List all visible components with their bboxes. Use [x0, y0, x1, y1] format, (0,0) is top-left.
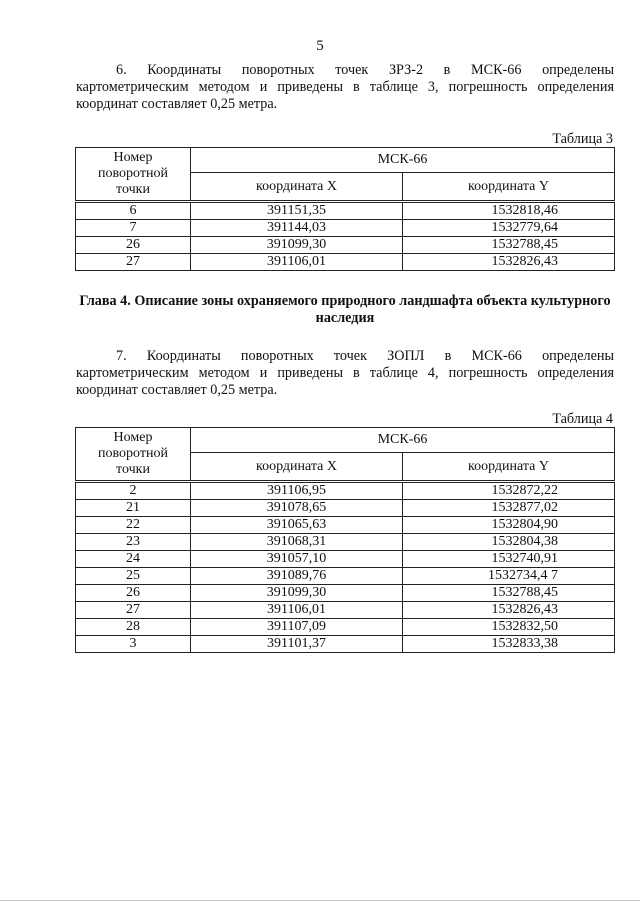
table-4-caption: Таблица 4: [552, 411, 613, 427]
table-4-cell-coord-y: 1532877,02: [403, 500, 615, 517]
table-4-cell-coord-x: 391099,30: [191, 585, 403, 602]
table-3-cell-coord-y: 1532788,45: [403, 237, 615, 254]
table-4-cell-coord-x: 391106,01: [191, 602, 403, 619]
table-4-cell-point-number: 2: [76, 482, 191, 500]
table-4-cell-coord-y: 1532872,22: [403, 482, 615, 500]
table-4-cell-coord-x: 391089,76: [191, 568, 403, 585]
table-3-cell-point-number: 27: [76, 254, 191, 271]
table-4-row: [76, 551, 615, 568]
table-4-cell-point-number: 21: [76, 500, 191, 517]
table-4-row: [76, 482, 615, 500]
table-4-cell-coord-y: 1532740,91: [403, 551, 615, 568]
table-4-cell-coord-y: 1532826,43: [403, 602, 615, 619]
table-4-cell-point-number: 22: [76, 517, 191, 534]
table-4-cell-point-number: 28: [76, 619, 191, 636]
table-3-cell-coord-x: 391151,35: [191, 202, 403, 220]
table-4-row: [76, 517, 615, 534]
paragraph-7: [76, 348, 614, 399]
table-3-header-x: координата X: [191, 173, 403, 202]
table-3-row: [76, 202, 615, 220]
paragraph-6-first-line: 6. Координаты поворотных точек ЗРЗ-2 в МСК-66 определены: [116, 62, 614, 78]
table-4-cell-coord-x: 391057,10: [191, 551, 403, 568]
table-4-cell-coord-y: 1532832,50: [403, 619, 615, 636]
table-4-cell-coord-x: 391078,65: [191, 500, 403, 517]
table-4-cell-point-number: 26: [76, 585, 191, 602]
table-4-cell-point-number: 3: [76, 636, 191, 653]
table-4-row: [76, 602, 615, 619]
table-4-cell-coord-y: 1532833,38: [403, 636, 615, 653]
paragraph-6: [76, 62, 614, 113]
table-3-cell-coord-y: 1532779,64: [403, 220, 615, 237]
table-4-row: [76, 619, 615, 636]
table-3-body: [76, 202, 615, 271]
table-4-row: [76, 585, 615, 602]
table-3-row: [76, 254, 615, 271]
chapter-4-heading: Глава 4. Описание зоны охраняемого природного ландшафта объекта культурного наследия: [79, 293, 611, 326]
table-4-cell-point-number: 27: [76, 602, 191, 619]
table-4-body: [76, 482, 615, 653]
table-3-header-y: координата Y: [403, 173, 615, 202]
paragraph-7-rest: картометрическим методом и приведены в таблице 4, погрешность определения координат составляет 0,25 метра.: [76, 365, 614, 398]
table-3-cell-coord-x: 391106,01: [191, 254, 403, 271]
paragraph-7-first-line: 7. Координаты поворотных точек ЗОПЛ в МСК-66 определены: [116, 348, 614, 364]
table-3-cell-coord-x: 391144,03: [191, 220, 403, 237]
table-3-header-msk: МСК-66: [191, 148, 615, 173]
table-3-row: [76, 237, 615, 254]
table-4-cell-point-number: 24: [76, 551, 191, 568]
table-4-cell-coord-y: 1532734,4 7: [403, 568, 615, 585]
table-3-cell-coord-y: 1532818,46: [403, 202, 615, 220]
table-4-cell-coord-x: 391107,09: [191, 619, 403, 636]
table-4-cell-coord-y: 1532804,90: [403, 517, 615, 534]
table-4-cell-coord-x: 391065,63: [191, 517, 403, 534]
table-4: [75, 427, 615, 653]
page-number: 5: [316, 38, 324, 54]
table-4-cell-coord-y: 1532804,38: [403, 534, 615, 551]
table-4-header-msk: МСК-66: [191, 428, 615, 453]
page-bottom-edge: [0, 900, 640, 901]
table-4-row: [76, 568, 615, 585]
table-3-header-point-number: Номер поворотной точки: [76, 148, 191, 202]
table-4-row: [76, 534, 615, 551]
table-4-cell-point-number: 25: [76, 568, 191, 585]
table-4-row: [76, 500, 615, 517]
table-4-cell-coord-y: 1532788,45: [403, 585, 615, 602]
table-4-cell-coord-x: 391106,95: [191, 482, 403, 500]
table-4-cell-coord-x: 391068,31: [191, 534, 403, 551]
table-3-cell-point-number: 26: [76, 237, 191, 254]
table-3-cell-coord-y: 1532826,43: [403, 254, 615, 271]
table-3: [75, 147, 615, 271]
table-4-row: [76, 636, 615, 653]
table-3-cell-point-number: 6: [76, 202, 191, 220]
table-4-header-x: координата X: [191, 453, 403, 482]
table-4-cell-coord-x: 391101,37: [191, 636, 403, 653]
table-4-header-point-number: Номер поворотной точки: [76, 428, 191, 482]
table-3-row: [76, 220, 615, 237]
table-4-header-y: координата Y: [403, 453, 615, 482]
table-3-cell-coord-x: 391099,30: [191, 237, 403, 254]
table-3-cell-point-number: 7: [76, 220, 191, 237]
table-3-caption: Таблица 3: [552, 131, 613, 147]
paragraph-6-rest: картометрическим методом и приведены в таблице 3, погрешность определения координат составляет 0,25 метра.: [76, 79, 614, 112]
table-4-cell-point-number: 23: [76, 534, 191, 551]
